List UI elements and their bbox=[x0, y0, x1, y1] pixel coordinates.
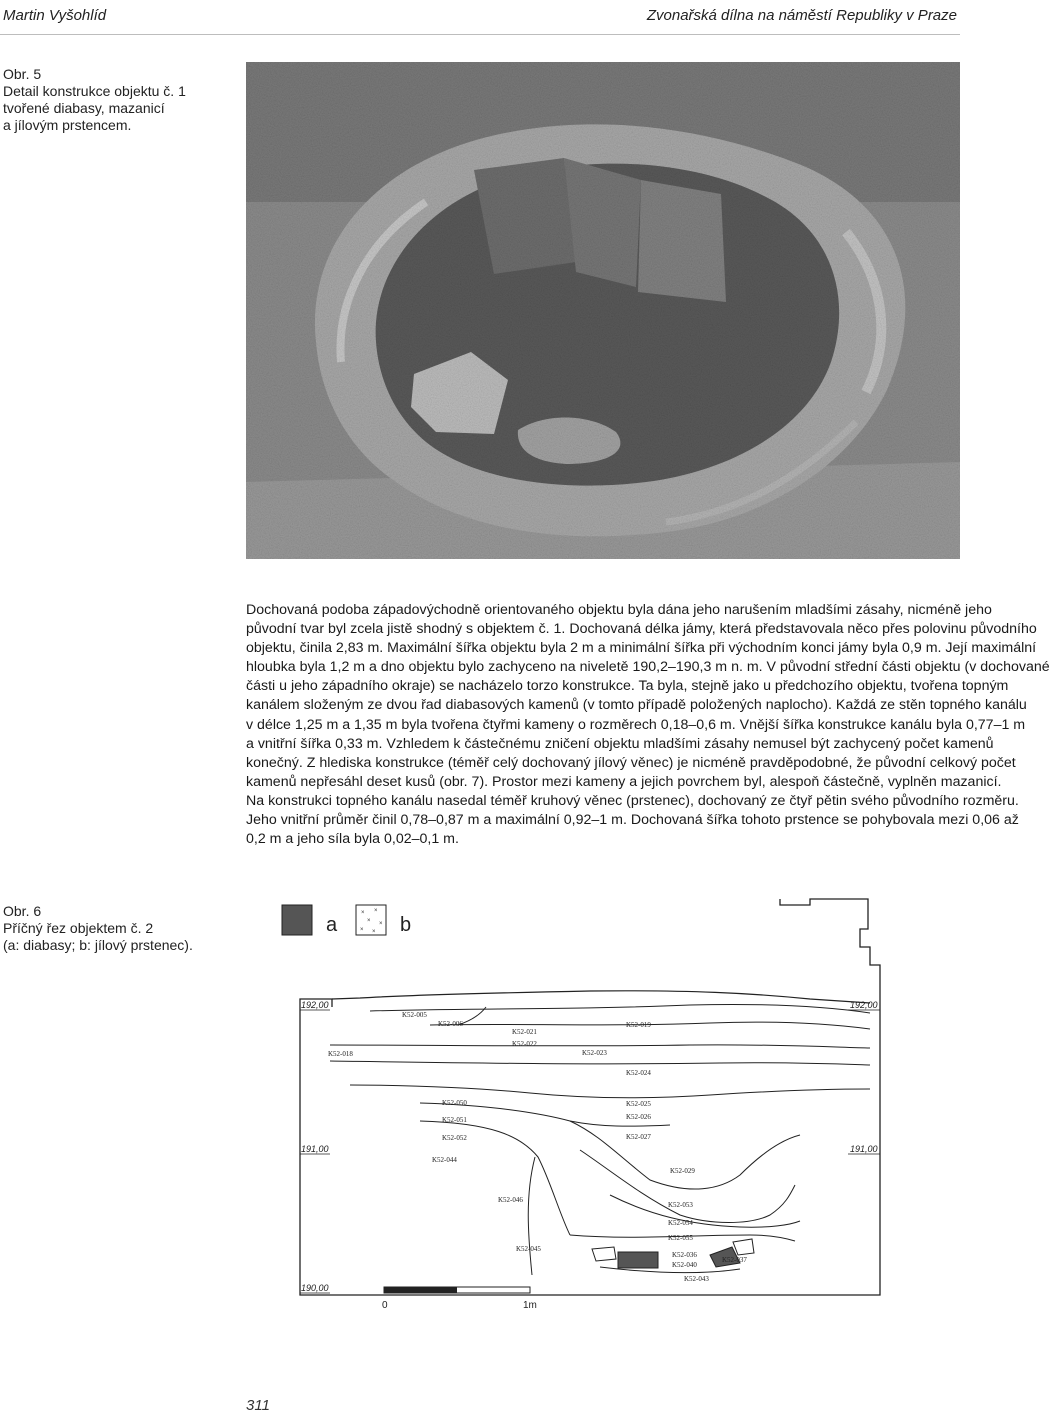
elevation-192-left: 192,00 bbox=[301, 1000, 329, 1010]
body-line: Jeho vnitřní průměr činil 0,78–0,87 m a maximální 0,92–1 m. Dochovaná šířka tohoto prstence se pohybovala mezi 0,06 až bbox=[246, 812, 1019, 829]
body-line: objektu, činila 2,83 m. Maximální šířka objektu byla 2 m a minimální šířka při východním konci jámy byla 0,9 m. Její maximální bbox=[246, 640, 1037, 657]
elevation-190-left: 190,00 bbox=[301, 1283, 329, 1293]
figure6-caption-line: (a: diabasy; b: jílový prstenec). bbox=[3, 937, 193, 953]
body-paragraph bbox=[246, 601, 1050, 849]
figure6-caption bbox=[3, 903, 193, 954]
layer-label: K52-044 bbox=[432, 1156, 457, 1164]
header-rule bbox=[0, 34, 960, 35]
body-line: původní tvar byl zcela jistě shodný s objektem č. 1. Dochovaná délka jámy, která představovala něco přes polovinu původního bbox=[246, 621, 1037, 638]
legend-label-b: b bbox=[400, 914, 412, 936]
layer-label: K52-025 bbox=[626, 1100, 651, 1108]
body-line: kamenů nepřesáhl deset kusů (obr. 7). Prostor mezi kameny a jejich povrchem byl, alespoň částečně, vyplněn mazanicí. bbox=[246, 773, 1002, 790]
body-line: části u jeho západního okraje) se nacházelo torzo konstrukce. Ta byla, stejně jako u předchozího objektu, tvořena topným bbox=[246, 678, 1009, 695]
svg-text:×: × bbox=[372, 929, 376, 935]
layer-label: K52-053 bbox=[668, 1201, 693, 1209]
clay-ring-fragment bbox=[592, 1247, 616, 1261]
diabase-stone bbox=[618, 1252, 658, 1268]
scale-label-one-metre: 1m bbox=[523, 1300, 537, 1311]
elevation-192-right: 192,00 bbox=[850, 1000, 878, 1010]
layer-label: K52-046 bbox=[498, 1196, 523, 1204]
body-line: hloubka byla 1,2 m a dno objektu bylo zachyceno na niveletě 190,2–190,3 m n. m. V původní střední části objektu (v dochované bbox=[246, 659, 1050, 676]
page-number: 311 bbox=[246, 1397, 270, 1414]
figure5-caption-line: tvořené diabasy, mazanicí bbox=[3, 100, 165, 116]
figure6-caption-line: Obr. 6 bbox=[3, 903, 42, 919]
running-header-author: Martin Vyšohlíd bbox=[3, 7, 107, 24]
layer-label: K52-024 bbox=[626, 1069, 651, 1077]
body-line: v délce 1,25 m a 1,35 m byla tvořena čtyřmi kameny o rozměrech 0,18–0,6 m. Vnější šířka konstrukce kanálu byla 0,77–1 m bbox=[246, 716, 1026, 733]
running-header-title: Zvonařská dílna na náměstí Republiky v Praze bbox=[646, 7, 957, 24]
body-line: Dochovaná podoba západovýchodně orientovaného objektu byla dána jeho narušením mladšími zásahy, nicméně jeho bbox=[246, 602, 992, 618]
layer-label: K52-054 bbox=[668, 1219, 693, 1227]
scale-label-zero: 0 bbox=[382, 1300, 388, 1311]
cross-section-drawing bbox=[270, 895, 960, 1325]
layer-label: K52-006 bbox=[438, 1020, 463, 1028]
legend-label-a: a bbox=[326, 914, 338, 936]
layer-label: K52-019 bbox=[626, 1021, 651, 1029]
layer-label: K52-022 bbox=[512, 1040, 537, 1048]
layer-label: K52-018 bbox=[328, 1050, 353, 1058]
body-line: a vnitřní šířka 0,33 m. Vzhledem k částečnému zničení objektu mladšími zásahy nemusel být zachycený počet kamenů bbox=[246, 735, 994, 752]
svg-text:×: × bbox=[379, 921, 383, 927]
layer-label: K52-052 bbox=[442, 1134, 467, 1142]
layer-label: K52-037 bbox=[722, 1256, 747, 1264]
legend-swatch-diabase bbox=[282, 905, 312, 935]
elevation-191-right: 191,00 bbox=[850, 1144, 878, 1154]
body-line: 0,2 m a jeho síla byla 0,02–0,1 m. bbox=[246, 831, 459, 848]
layer-label: K52-050 bbox=[442, 1099, 467, 1107]
figure6-caption-line: Příčný řez objektem č. 2 bbox=[3, 920, 154, 936]
layer-label: K52-055 bbox=[668, 1234, 693, 1242]
layer-label: K52-051 bbox=[442, 1116, 467, 1124]
svg-text:×: × bbox=[374, 908, 378, 914]
body-line: kanálem složeným ze dvou řad diabasových kamenů (v tomto případě položených naplocho). Každá ze stěn topného kanálu bbox=[246, 697, 1027, 714]
elevation-191-left: 191,00 bbox=[301, 1144, 329, 1154]
figure5-caption-line: a jílovým prstencem. bbox=[3, 117, 132, 133]
layer-label: K52-005 bbox=[402, 1011, 427, 1019]
svg-text:×: × bbox=[360, 927, 364, 933]
layer-label: K52-023 bbox=[582, 1049, 607, 1057]
figure5-caption-line: Obr. 5 bbox=[3, 66, 42, 82]
layer-label: K52-036 bbox=[672, 1251, 697, 1259]
figure5-caption-line: Detail konstrukce objektu č. 1 bbox=[3, 83, 186, 99]
body-line: Na konstrukci topného kanálu nasedal téměř kruhový věnec (prstenec), dochovaný ze čtyř pětin svého původního rozměru. bbox=[246, 792, 1019, 809]
clay-ring-fragment bbox=[733, 1239, 754, 1255]
svg-text:×: × bbox=[361, 910, 365, 916]
layer-label: K52-026 bbox=[626, 1113, 651, 1121]
body-line: konečný. Z hlediska konstrukce (téměř celý dochovaný jílový věnec) je nicméně pravděpodobné, že původní celkový počet bbox=[246, 754, 1016, 771]
figure5-caption bbox=[3, 66, 186, 134]
layer-label: K52-040 bbox=[672, 1261, 697, 1269]
layer-label: K52-021 bbox=[512, 1028, 537, 1036]
excavation-photo bbox=[246, 62, 960, 559]
layer-label: K52-043 bbox=[684, 1275, 709, 1283]
svg-text:×: × bbox=[367, 918, 371, 924]
layer-label: K52-045 bbox=[516, 1245, 541, 1253]
layer-label: K52-029 bbox=[670, 1167, 695, 1175]
layer-label: K52-027 bbox=[626, 1133, 651, 1141]
